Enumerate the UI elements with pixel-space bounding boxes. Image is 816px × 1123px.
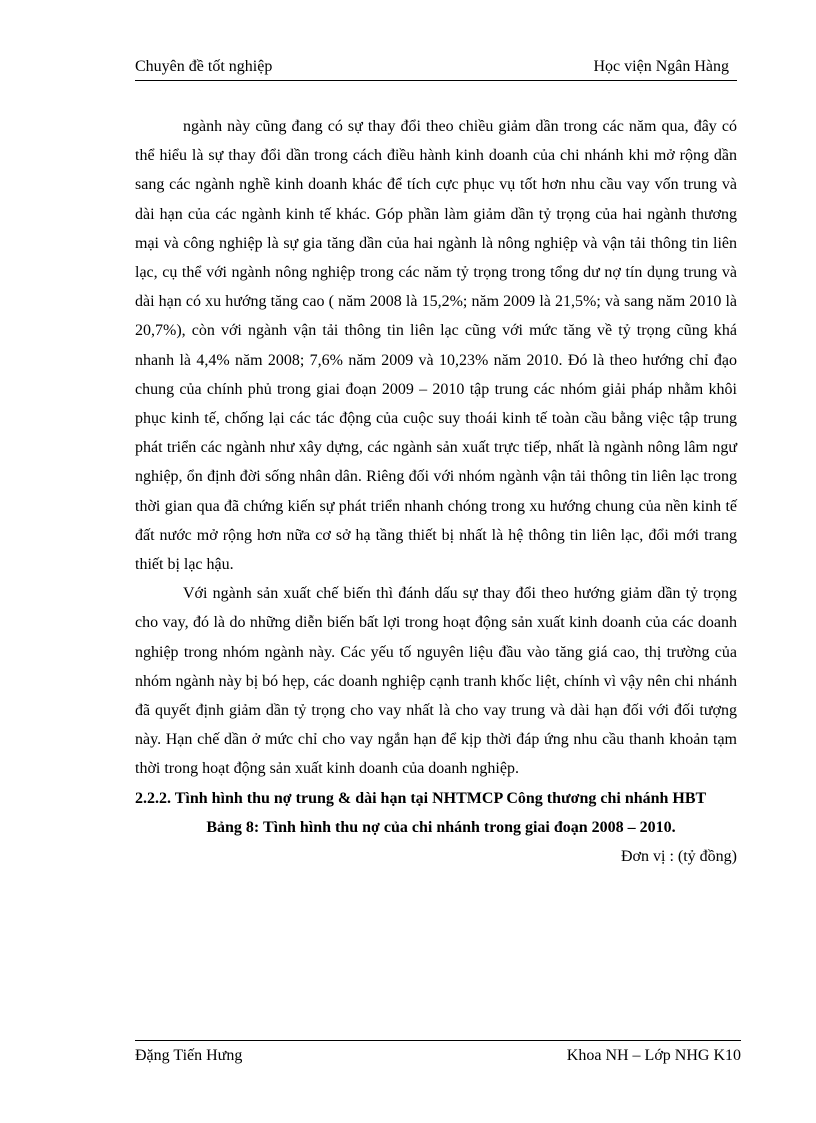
- paragraph-sector-shift: ngành này cũng đang có sự thay đổi theo chiều giảm dần trong các năm qua, đây có thể hiểu là sự thay đổi dần trong cách điều hành kinh doanh của chi nhánh khi mở rộng dần sang các ngành nghề kinh doanh khác để tích cực phục vụ tốt hơn nhu cầu vay vốn trung và dài hạn của các ngành kinh tế khác. Góp phần làm giảm dần tỷ trọng của hai ngành thương mại và công nghiệp là sự gia tăng dần của hai ngành là nông nghiệp và vận tải thông tin liên lạc, cụ thể với ngành nông nghiệp trong các năm tỷ trọng trong tổng dư nợ tín dụng trung và dài hạn có xu hướng tăng cao ( năm 2008 là 15,2%; năm 2009 là 21,5%; và sang năm 2010 là 20,7%), còn với ngành vận tải thông tin liên lạc cũng với mức tăng về tỷ trọng cũng khá nhanh là 4,4% năm 2008; 7,6% năm 2009 và 10,23% năm 2010. Đó là theo hướng chỉ đạo chung của chính phủ trong giai đoạn 2009 – 2010 tập trung các nhóm giải pháp nhằm khôi phục kinh tế, chống lại các tác động của cuộc suy thoái kinh tế toàn cầu bằng việc tập trung phát triển các ngành như xây dựng, các ngành sản xuất trực tiếp, nhất là ngành nông lâm ngư nghiệp, ổn định đời sống nhân dân. Riêng đối với nhóm ngành vận tải thông tin liên lạc trong thời gian qua đã chứng kiến sự phát triển nhanh chóng trong xu hướng chung của nền kinh tế đất nước mở rộng hơn nữa cơ sở hạ tầng thiết bị nhất là hệ thông tin liên lạc, đổi mới trang thiết bị lạc hậu.: [135, 118, 737, 574]
- footer-author: Đặng Tiến Hưng: [135, 1047, 243, 1064]
- section-heading: 2.2.2. Tình hình thu nợ trung & dài hạn tại NHTMCP Công thương chi nhánh HBT: [135, 789, 707, 807]
- paragraph-manufacturing: Với ngành sản xuất chế biến thì đánh dấu sự thay đổi theo hướng giảm dần tỷ trọng cho vay, đó là do những diễn biến bất lợi trong hoạt động sản xuất kinh doanh của các doanh nghiệp trong nhóm ngành này. Các yếu tố nguyên liệu đầu vào tăng giá cao, thị trường của nhóm ngành này bị bó hẹp, các doanh nghiệp cạnh tranh khốc liệt, chính vì vậy nên chi nhánh đã quyết định giảm dần tỷ trọng cho vay nhất là cho vay trung và dài hạn đối với đối tượng này. Hạn chế dần ở mức chỉ cho vay ngắn hạn để kịp thời đáp ứng nhu cầu thanh khoản tạm thời trong hoạt động sản xuất kinh doanh của doanh nghiệp.: [135, 585, 737, 778]
- header-document-type: Chuyên đề tốt nghiệp: [135, 58, 273, 75]
- table-caption: Bảng 8: Tình hình thu nợ của chi nhánh trong giai đoạn 2008 – 2010.: [206, 818, 676, 836]
- header-institution: Học viện Ngân Hàng: [593, 58, 729, 75]
- page-content: [135, 112, 737, 871]
- page-header: [135, 58, 737, 81]
- table-unit: Đơn vị : (tỷ đồng): [620, 848, 737, 866]
- footer-class: Khoa NH – Lớp NHG K10: [566, 1047, 741, 1064]
- page-footer: [135, 1040, 741, 1067]
